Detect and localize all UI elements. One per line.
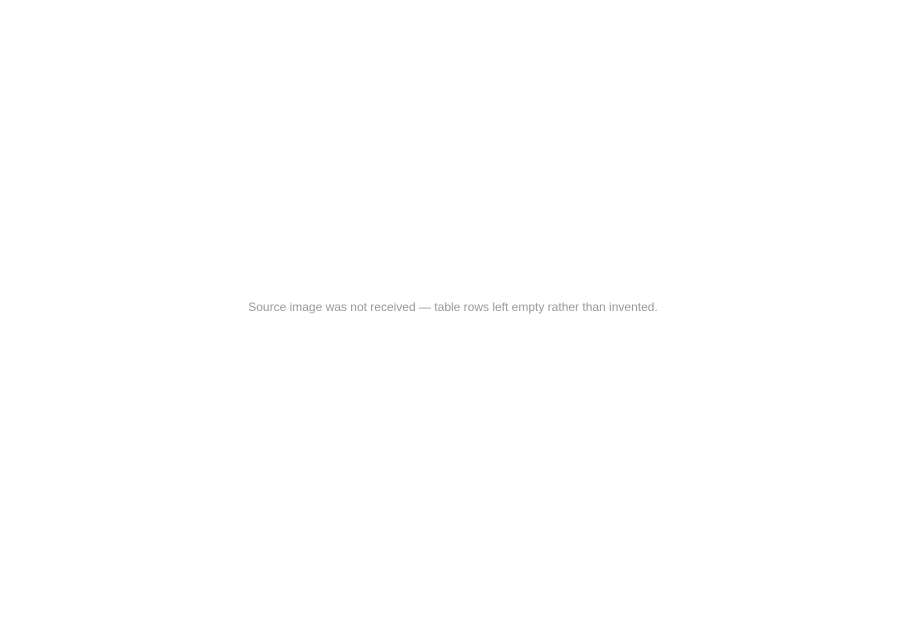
empty-notice: Source image was not received — table rows left empty rather than invented.	[248, 300, 658, 314]
